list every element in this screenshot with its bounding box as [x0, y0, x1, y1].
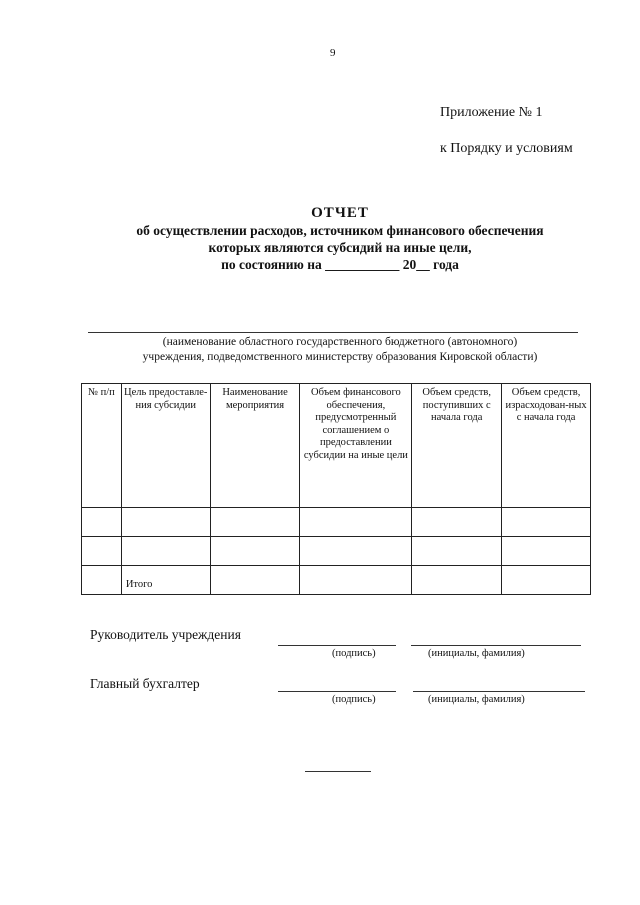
director-signature-line[interactable]	[278, 645, 396, 646]
institution-note-line-2: учреждения, подведомственного министерству образования Кировской области)	[142, 351, 538, 363]
accountant-name-line[interactable]	[413, 691, 585, 692]
col-activity-header: Наименование мероприятия	[210, 384, 300, 508]
table-cell[interactable]	[210, 508, 300, 537]
table-cell[interactable]	[82, 537, 122, 566]
appendix-label: Приложение № 1	[440, 105, 543, 120]
col-spent-header: Объем средств, израсходован-ных с начала года	[502, 384, 591, 508]
col-planned-amount-header: Объем финансового обеспечения, предусмотренный соглашением о предоставлении субсидии на иные цели	[300, 384, 412, 508]
table-cell[interactable]	[82, 566, 122, 595]
report-table	[81, 383, 591, 595]
table-cell[interactable]	[502, 537, 591, 566]
accountant-signature-line[interactable]	[278, 691, 396, 692]
director-signature-note: (подпись)	[332, 648, 376, 659]
institution-name-note	[90, 335, 590, 365]
total-label: Итого	[121, 566, 210, 595]
col-purpose-header: Цель предоставле-ния субсидии	[121, 384, 210, 508]
table-cell[interactable]	[300, 508, 412, 537]
table-row	[82, 537, 591, 566]
table-cell[interactable]	[502, 508, 591, 537]
report-subtitle-line-2: которых являются субсидий на иные цели,	[208, 240, 472, 255]
director-name-note: (инициалы, фамилия)	[428, 648, 525, 659]
table-cell[interactable]	[300, 566, 412, 595]
table-cell[interactable]	[210, 537, 300, 566]
chief-accountant-label: Главный бухгалтер	[90, 676, 200, 691]
table-cell[interactable]	[502, 566, 591, 595]
director-label: Руководитель учреждения	[90, 627, 241, 642]
table-row	[82, 508, 591, 537]
table-cell[interactable]	[300, 537, 412, 566]
report-title	[60, 205, 620, 273]
table-total-row	[82, 566, 591, 595]
table-cell[interactable]	[412, 508, 502, 537]
table-cell[interactable]	[412, 566, 502, 595]
institution-note-line-1: (наименование областного государственного бюджетного (автономного)	[162, 336, 518, 348]
table-cell[interactable]	[210, 566, 300, 595]
table-cell[interactable]	[412, 537, 502, 566]
table-cell[interactable]	[82, 508, 122, 537]
institution-name-line	[88, 332, 578, 333]
page-number: 9	[330, 47, 336, 59]
document-end-line	[305, 771, 371, 772]
report-subtitle-line-1: об осуществлении расходов, источником финансового обеспечения	[136, 223, 544, 238]
report-heading: ОТЧЕТ	[311, 205, 369, 221]
col-received-header: Объем средств, поступивших с начала года	[412, 384, 502, 508]
accountant-signature-note: (подпись)	[332, 694, 376, 705]
accountant-name-note: (инициалы, фамилия)	[428, 694, 525, 705]
table-cell[interactable]	[121, 537, 210, 566]
director-name-line[interactable]	[411, 645, 581, 646]
report-date-line: по состоянию на ___________ 20__ года	[221, 257, 459, 272]
col-number-header: № п/п	[82, 384, 122, 508]
table-header-row	[82, 384, 591, 508]
appendix-reference: к Порядку и условиям	[440, 141, 573, 156]
table-cell[interactable]	[121, 508, 210, 537]
